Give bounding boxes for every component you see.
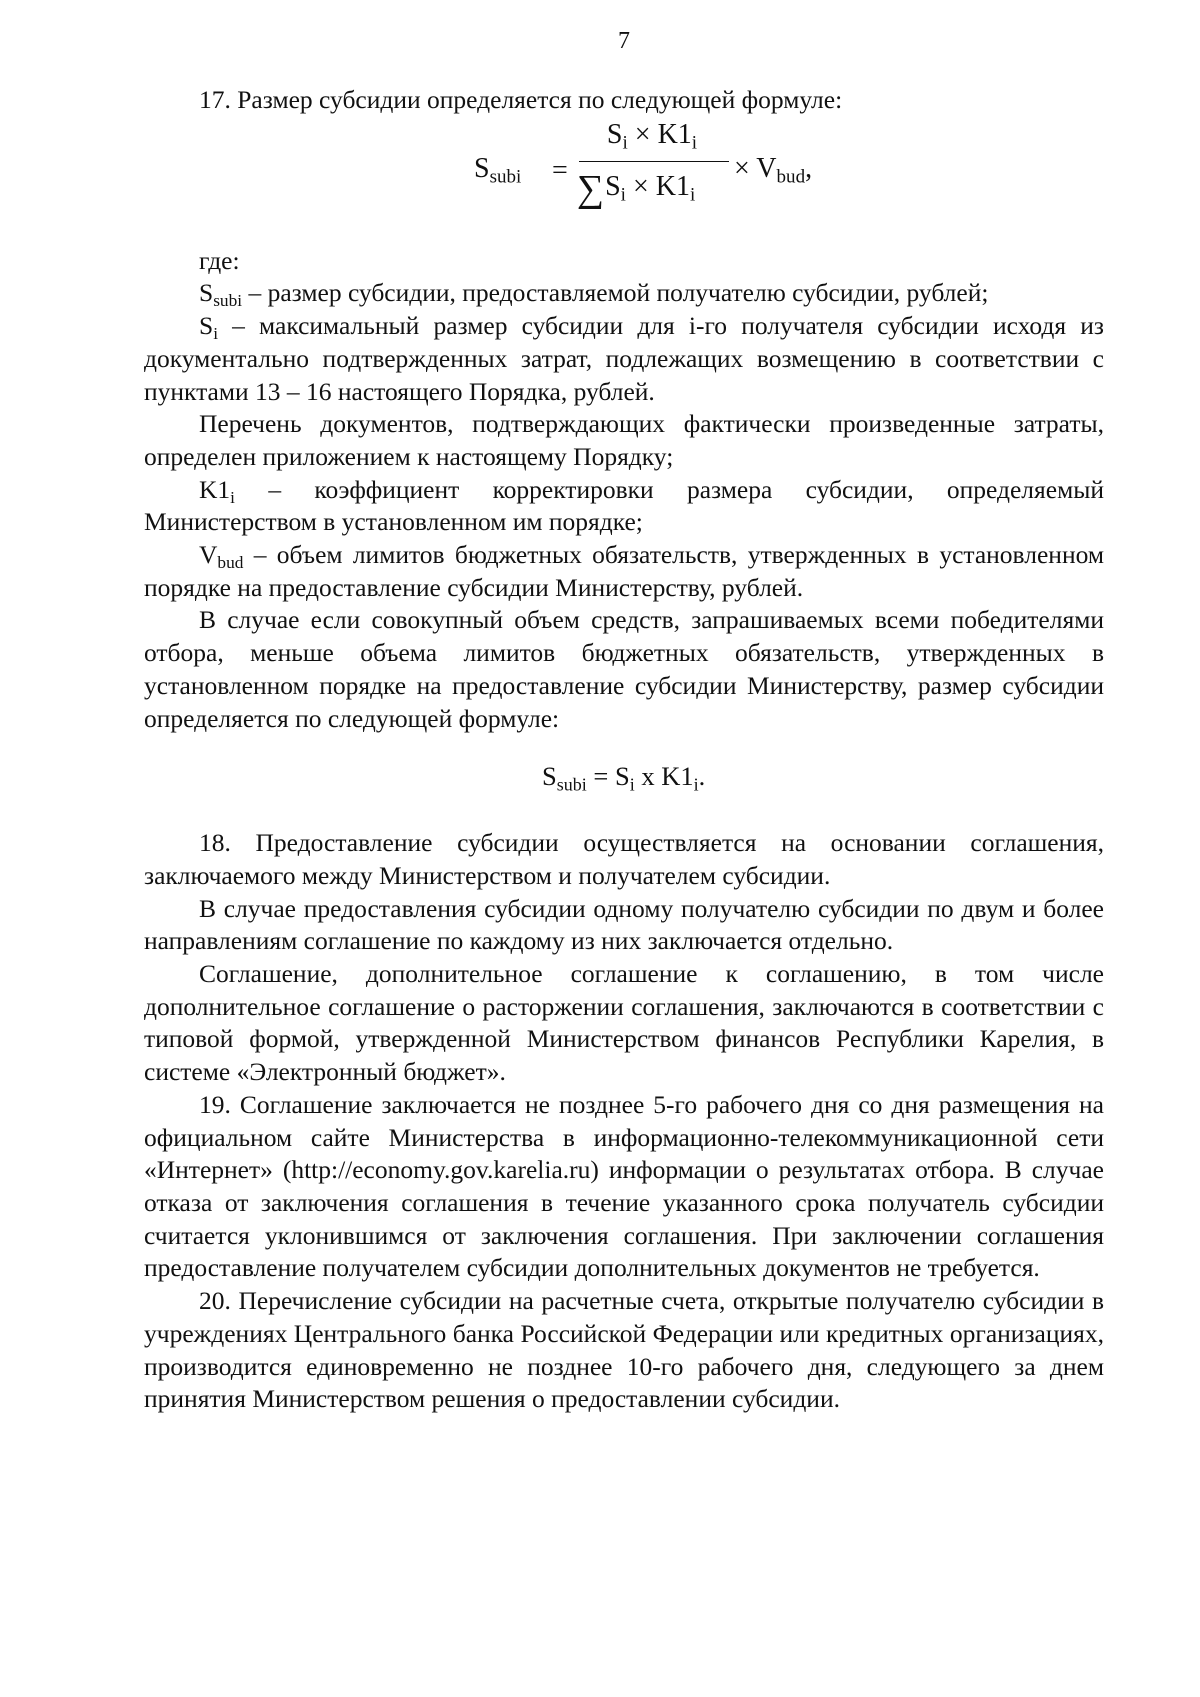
definition-ssubi: $S_{subi}$ – размер субсидии, предоставляемой получателю субсидии, рублей; bbox=[199, 278, 989, 311]
paragraph-18-agreement: Соглашение, дополнительное соглашение к соглашению, в том числе дополнительное соглашение о расторжении соглашения, заключаются в соответствии с типовой формой, утвержденной Министерством финансов Республики Карелия, в системе «Электронный бюджет». bbox=[144, 959, 1104, 1087]
fraction-bar bbox=[579, 161, 729, 162]
definition-si: $S_i$ – максимальный размер субсидии для i-го получателя субсидии исходя из документально подтвержденных затрат, подлежащих возмещению в соответствии с пунктами 13 – 16 настоящего Порядка, рублей. bbox=[144, 311, 1104, 406]
paragraph-20: 20. Перечисление субсидии на расчетные счета, открытые получателю субсидии в учреждениях Центрального банка Российской Федерации или кредитных организациях, производится единовременно не позднее 10-го рабочего дня, следующего за днем принятия Министерством решения о предоставлении субсидии. bbox=[144, 1286, 1104, 1414]
definition-k1: $K1_i$ – коэффициент корректировки размера субсидии, определяемый Министерством в установленном им порядке; bbox=[144, 474, 1104, 537]
case-less-paragraph: В случае если совокупный объем средств, запрашиваемых всеми победителями отбора, меньше объема лимитов бюджетных обязательств, утвержденных в установленном порядке на предоставление субсидии Министерству, размер субсидии определяется по следующей формуле: bbox=[144, 605, 1104, 733]
formula-denominator: $\sum S_i \times K1_i$ bbox=[577, 167, 696, 210]
document-body bbox=[144, 84, 1104, 1416]
paragraph-18: 18. Предоставление субсидии осуществляется на основании соглашения, заключаемого между Министерством и получателем субсидии. bbox=[144, 828, 1104, 890]
formula-multiplier: × $V_{bud}$, bbox=[734, 152, 813, 188]
formula-lhs: $S_{subi}$ bbox=[474, 152, 522, 188]
formula-equals: = bbox=[552, 154, 568, 186]
documents-list-paragraph: Перечень документов, подтверждающих фактически произведенные затраты, определен приложением к настоящему Порядку; bbox=[144, 409, 1104, 471]
sigma-symbol: ∑ bbox=[577, 167, 605, 210]
definition-vbud: $V_{bud}$ – объем лимитов бюджетных обязательств, утвержденных в установленном порядке на предоставление субсидии Министерству, рублей. bbox=[144, 540, 1104, 602]
where-label: где: bbox=[199, 245, 240, 275]
formula-subsidy-size bbox=[144, 117, 1104, 227]
formula-simple: $S_{subi} = S_i$ x $K1_i$. bbox=[542, 761, 706, 795]
page-number: 7 bbox=[618, 28, 630, 54]
paragraph-17-intro: 17. Размер субсидии определяется по следующей формуле: bbox=[199, 85, 843, 114]
paragraph-18-two-directions: В случае предоставления субсидии одному получателю субсидии по двум и более направлениям соглашение по каждому из них заключается отдельно. bbox=[144, 893, 1104, 956]
paragraph-19: 19. Соглашение заключается не позднее 5-го рабочего дня со дня размещения на официальном сайте Министерства в информационно-телекоммуникационной сети «Интернет» (http://economy.gov.karelia.ru) информации о результатах отбора. В случае отказа от заключения соглашения в течение указанного срока получатель субсидии считается уклонившимся от заключения соглашения. При заключении соглашения предоставление получателем субсидии дополнительных документов не требуется. bbox=[144, 1089, 1104, 1283]
formula-numerator: $S_i \times K1_i$ bbox=[606, 118, 698, 154]
